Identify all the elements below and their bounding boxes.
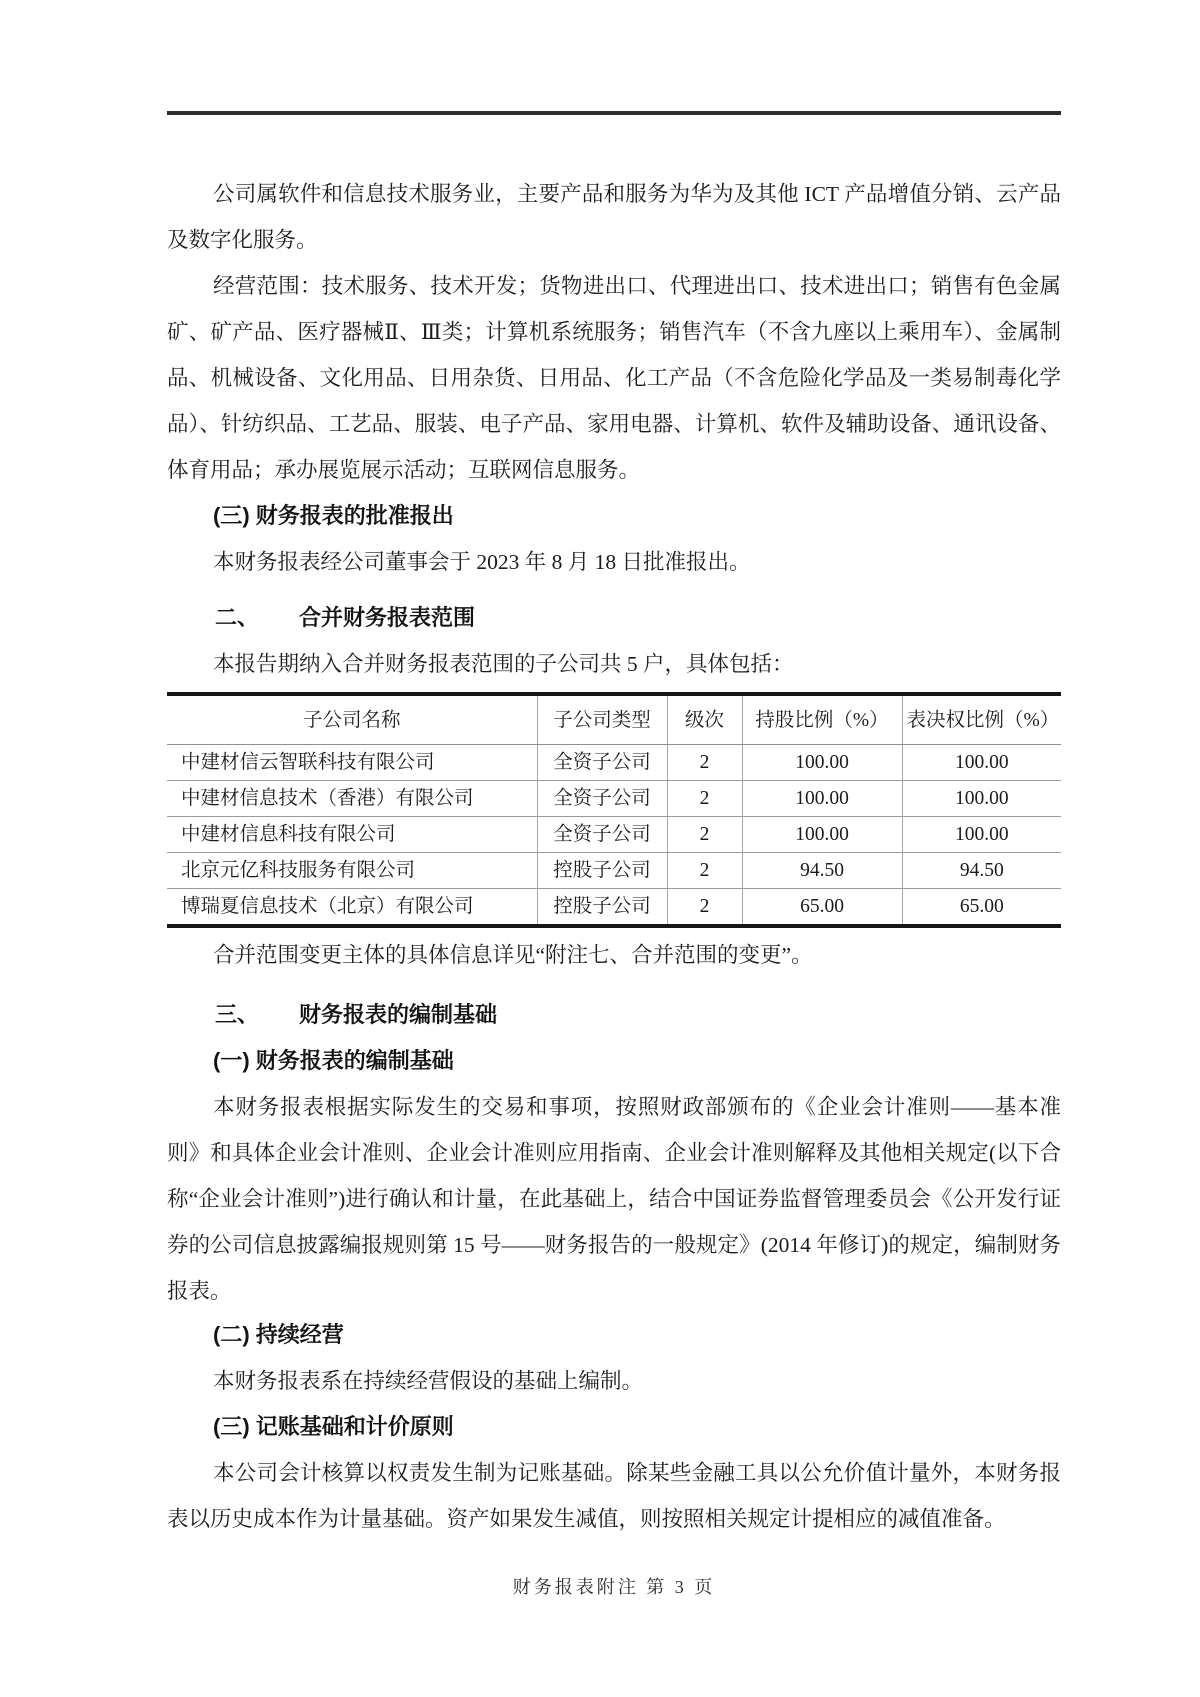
cell-level: 2 <box>667 853 742 889</box>
cell-holding-ratio: 100.00 <box>742 745 902 781</box>
table-row <box>167 817 1061 853</box>
table-header-row <box>167 694 1061 745</box>
paragraph-going-concern: 本财务报表系在持续经营假设的基础上编制。 <box>213 1369 644 1393</box>
cell-subsidiary-type: 全资子公司 <box>537 781 667 817</box>
page-footer: 财务报表附注 第 3 页 <box>512 1577 716 1597</box>
cell-subsidiary-name: 北京元亿科技服务有限公司 <box>167 853 537 889</box>
header-rule <box>167 111 1061 115</box>
heading-approval: (三) 财务报表的批准报出 <box>213 503 454 528</box>
column-header-name: 子公司名称 <box>167 694 537 745</box>
table-row <box>167 889 1061 927</box>
subsidiaries-table-body <box>167 745 1061 927</box>
heading-section-preparation <box>167 992 1061 1038</box>
cell-subsidiary-name: 中建材信息科技有限公司 <box>167 817 537 853</box>
cell-voting-ratio: 100.00 <box>902 781 1061 817</box>
cell-voting-ratio: 65.00 <box>902 889 1061 927</box>
cell-voting-ratio: 100.00 <box>902 817 1061 853</box>
cell-holding-ratio: 100.00 <box>742 781 902 817</box>
cell-level: 2 <box>667 745 742 781</box>
cell-holding-ratio: 65.00 <box>742 889 902 927</box>
paragraph-accounting-basis: 本公司会计核算以权责发生制为记账基础。除某些金融工具以公允价值计量外，本财务报表以历史成本作为计量基础。资产如果发生减值，则按照相关规定计提相应的减值准备。 <box>167 1461 1061 1531</box>
subsidiaries-table <box>167 692 1061 928</box>
section-number: 三、 <box>215 1002 260 1027</box>
paragraph-preparation-basis: 本财务报表根据实际发生的交易和事项，按照财政部颁布的《企业会计准则——基本准则》和具体企业会计准则、企业会计准则应用指南、企业会计准则解释及其他相关规定(以下合称“企业会计准则”)进行确认和计量，在此基础上，结合中国证券监督管理委员会《公开发行证券的公司信息披露编报规则第 15 号——财务报告的一般规定》(2014 年修订)的规定，编制财务报表。 <box>167 1095 1061 1303</box>
cell-subsidiary-name: 博瑞夏信息技术（北京）有限公司 <box>167 889 537 927</box>
table-row <box>167 745 1061 781</box>
cell-subsidiary-name: 中建材信云智联科技有限公司 <box>181 752 435 773</box>
heading-preparation-basis: (一) 财务报表的编制基础 <box>213 1048 454 1073</box>
column-header-voting: 表决权比例（%） <box>902 694 1061 745</box>
page-content <box>167 0 1061 1542</box>
heading-going-concern: (二) 持续经营 <box>213 1322 344 1347</box>
cell-level: 2 <box>667 889 742 927</box>
paragraph-company-industry: 公司属软件和信息技术服务业，主要产品和服务为华为及其他 ICT 产品增值分销、云产品及数字化服务。 <box>167 182 1061 252</box>
cell-holding-ratio: 100.00 <box>742 817 902 853</box>
cell-voting-ratio: 94.50 <box>902 853 1061 889</box>
paragraph-consolidation-intro: 本报告期纳入合并财务报表范围的子公司共 5 户，具体包括： <box>213 652 794 676</box>
cell-level: 2 <box>667 781 742 817</box>
cell-subsidiary-name: 中建材信息技术（香港）有限公司 <box>167 781 537 817</box>
section-title: 财务报表的编制基础 <box>299 1002 498 1027</box>
cell-subsidiary-type: 全资子公司 <box>537 745 667 781</box>
section-number: 二、 <box>215 605 260 630</box>
section-title: 合并财务报表范围 <box>299 605 476 630</box>
table-row <box>167 853 1061 889</box>
cell-subsidiary-type: 全资子公司 <box>537 817 667 853</box>
cell-subsidiary-type: 控股子公司 <box>537 853 667 889</box>
column-header-holding: 持股比例（%） <box>742 694 902 745</box>
heading-accounting-basis: (三) 记账基础和计价原则 <box>213 1414 454 1439</box>
column-header-level: 级次 <box>667 694 742 745</box>
cell-subsidiary-type: 控股子公司 <box>537 889 667 927</box>
heading-section-consolidation <box>167 595 1061 641</box>
cell-level: 2 <box>667 817 742 853</box>
subsidiaries-table-head <box>167 694 1061 745</box>
cell-voting-ratio: 100.00 <box>902 745 1061 781</box>
table-row <box>167 781 1061 817</box>
paragraph-business-scope: 经营范围：技术服务、技术开发；货物进出口、代理进出口、技术进出口；销售有色金属矿、矿产品、医疗器械Ⅱ、Ⅲ类；计算机系统服务；销售汽车（不含九座以上乘用车）、金属制品、机械设备、文化用品、日用杂货、日用品、化工产品（不含危险化学品及一类易制毒化学品）、针纺织品、工艺品、服装、电子产品、家用电器、计算机、软件及辅助设备、通讯设备、体育用品；承办展览展示活动；互联网信息服务。 <box>167 274 1061 482</box>
paragraph-approval: 本财务报表经公司董事会于 2023 年 8 月 18 日批准报出。 <box>213 550 751 574</box>
cell-holding-ratio: 94.50 <box>742 853 902 889</box>
column-header-type: 子公司类型 <box>537 694 667 745</box>
paragraph-consolidation-note: 合并范围变更主体的具体信息详见“附注七、合并范围的变更”。 <box>213 943 813 967</box>
